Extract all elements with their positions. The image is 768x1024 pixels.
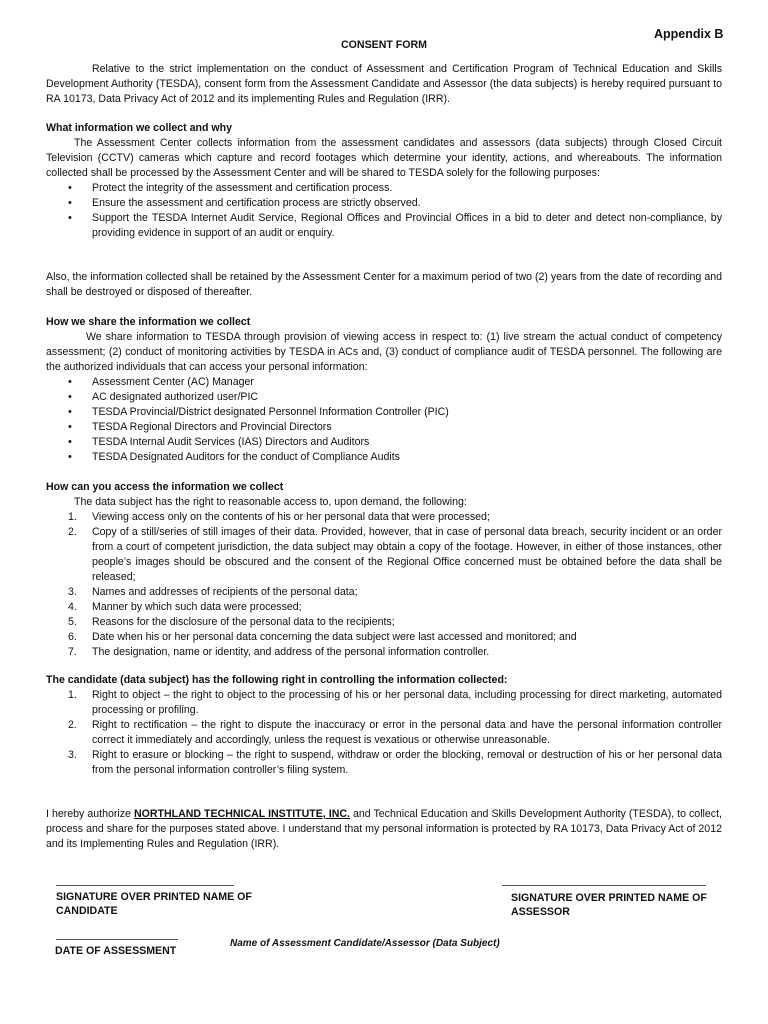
authorized-list [46,375,722,465]
list-item: • TESDA Internal Audit Services (IAS) Directors and Auditors [46,435,722,450]
list-item: • Assessment Center (AC) Manager [46,375,722,390]
authorization-paragraph [46,807,722,852]
section-access-body: The data subject has the right to reasonable access to, upon demand, the following: [74,496,467,508]
section-share [46,315,722,465]
list-item: • TESDA Regional Directors and Provincial Directors [46,420,722,435]
section-collect [46,121,722,241]
list-item: • AC designated authorized user/PIC [46,390,722,405]
appendix-label: Appendix B [654,27,724,41]
list-item: 3. Names and addresses of recipients of the personal data; [68,586,358,598]
list-item: • TESDA Designated Auditors for the conduct of Compliance Audits [46,450,722,465]
date-line [56,939,178,940]
list-item: • Ensure the assessment and certification process are strictly observed. [46,196,722,211]
list-item: • TESDA Provincial/District designated Personnel Information Controller (PIC) [46,405,722,420]
assessor-signature-line [502,885,706,886]
candidate-signature-line [56,885,234,886]
section-share-heading: How we share the information we collect [46,316,251,328]
list-item: 1. Viewing access only on the contents of his or her personal data that were processed; [68,511,490,523]
date-of-assessment-label: DATE OF ASSESSMENT [55,945,177,957]
section-collect-heading: What information we collect and why [46,122,232,134]
list-item: • Support the TESDA Internet Audit Service, Regional Offices and Provincial Offices in a bid to deter and detect non-compliance, by providing evidence in support of an audit or enquiry. [46,211,722,241]
section-collect-body: The Assessment Center collects information from the assessment candidates and assessors (data subjects) through Closed Circuit Television (CCTV) cameras which capture and record footages which determine your identity, actions, and whereabouts. The information collected shall be processed by the Assessment Center and will be shared to TESDA solely for the following purposes: [46,137,722,179]
section-share-body: We share information to TESDA through provision of viewing access in respect to: (1) live stream the actual conduct of competency assessment; (2) conduct of monitoring activities by TESDA in ACs and, (3) conduct of compliance audit of TESDA personnel. The following are the authorized individuals that can access your personal information: [46,331,722,373]
section-rights [46,673,722,778]
assessor-signature-label: SIGNATURE OVER PRINTED NAME OF ASSESSOR [511,892,707,918]
list-item: 7. The designation, name or identity, and address of the personal information controller. [68,646,490,658]
list-item: 2. Right to rectification – the right to dispute the inaccuracy or error in the personal data and have the personal information controller correct it immediately and accordingly, unless the request is vexatious or otherwise unreasonable. [68,719,722,746]
purposes-list [46,181,722,241]
candidate-signature-label: SIGNATURE OVER PRINTED NAME OF CANDIDATE [56,891,252,917]
section-access [46,480,722,660]
list-item: 1. Right to object – the right to object to the processing of his or her personal data, including processing for direct marketing, automated processing or profiling. [68,689,722,716]
list-item: • Protect the integrity of the assessment and certification process. [46,181,722,196]
list-item: 5. Reasons for the disclosure of the personal data to the recipients; [68,616,395,628]
data-subject-name-note: Name of Assessment Candidate/Assessor (Data Subject) [230,938,500,949]
list-item: 2. Copy of a still/series of still images of their data. Provided, however, that in case of personal data breach, security incident or an order from a court of competent jurisdiction, the data subject may obtain a copy of the footage. However, in either of those instances, other people’s images should be obscured and the consent of the Regional Office concerned must be obtained before the data shall be released; [68,526,722,583]
intro-paragraph [46,62,722,107]
section-rights-heading: The candidate (data subject) has the following right in controlling the information collected: [46,674,508,686]
list-item: 6. Date when his or her personal data concerning the data subject were last accessed and monitored; and [68,631,577,643]
page-title: CONSENT FORM [341,39,427,51]
intro-text: Relative to the strict implementation on the conduct of Assessment and Certification Program of Technical Education and Skills Development Authority (TESDA), consent form from the Assessment Candidate and Assessor (the data subjects) is hereby required pursuant to RA 10173, Data Privacy Act of 2012 and its implementing Rules and Regulation (IRR). [46,63,722,105]
access-rights-list [46,510,722,660]
authorization-text: I hereby authorize NORTHLAND TECHNICAL INSTITUTE, INC. and Technical Education and Skills Development Authority (TESDA), to collect, process and share for the purposes stated above. I understand that my personal information is protected by RA 10173, Data Privacy Act of 2012 and its Implementing Rules and Regulation (IRR). [46,808,722,850]
retention-paragraph [46,270,722,300]
control-rights-list [46,688,722,778]
list-item: 4. Manner by which such data were processed; [68,601,302,613]
retention-text: Also, the information collected shall be retained by the Assessment Center for a maximum period of two (2) years from the date of recording and shall be destroyed or disposed of thereafter. [46,271,722,298]
institution-name: NORTHLAND TECHNICAL INSTITUTE, INC. [133,808,350,820]
section-access-heading: How can you access the information we collect [46,481,284,493]
list-item: 3. Right to erasure or blocking – the right to suspend, withdraw or order the blocking, removal or destruction of his or her personal data from the personal information controller’s filing system. [68,749,722,776]
